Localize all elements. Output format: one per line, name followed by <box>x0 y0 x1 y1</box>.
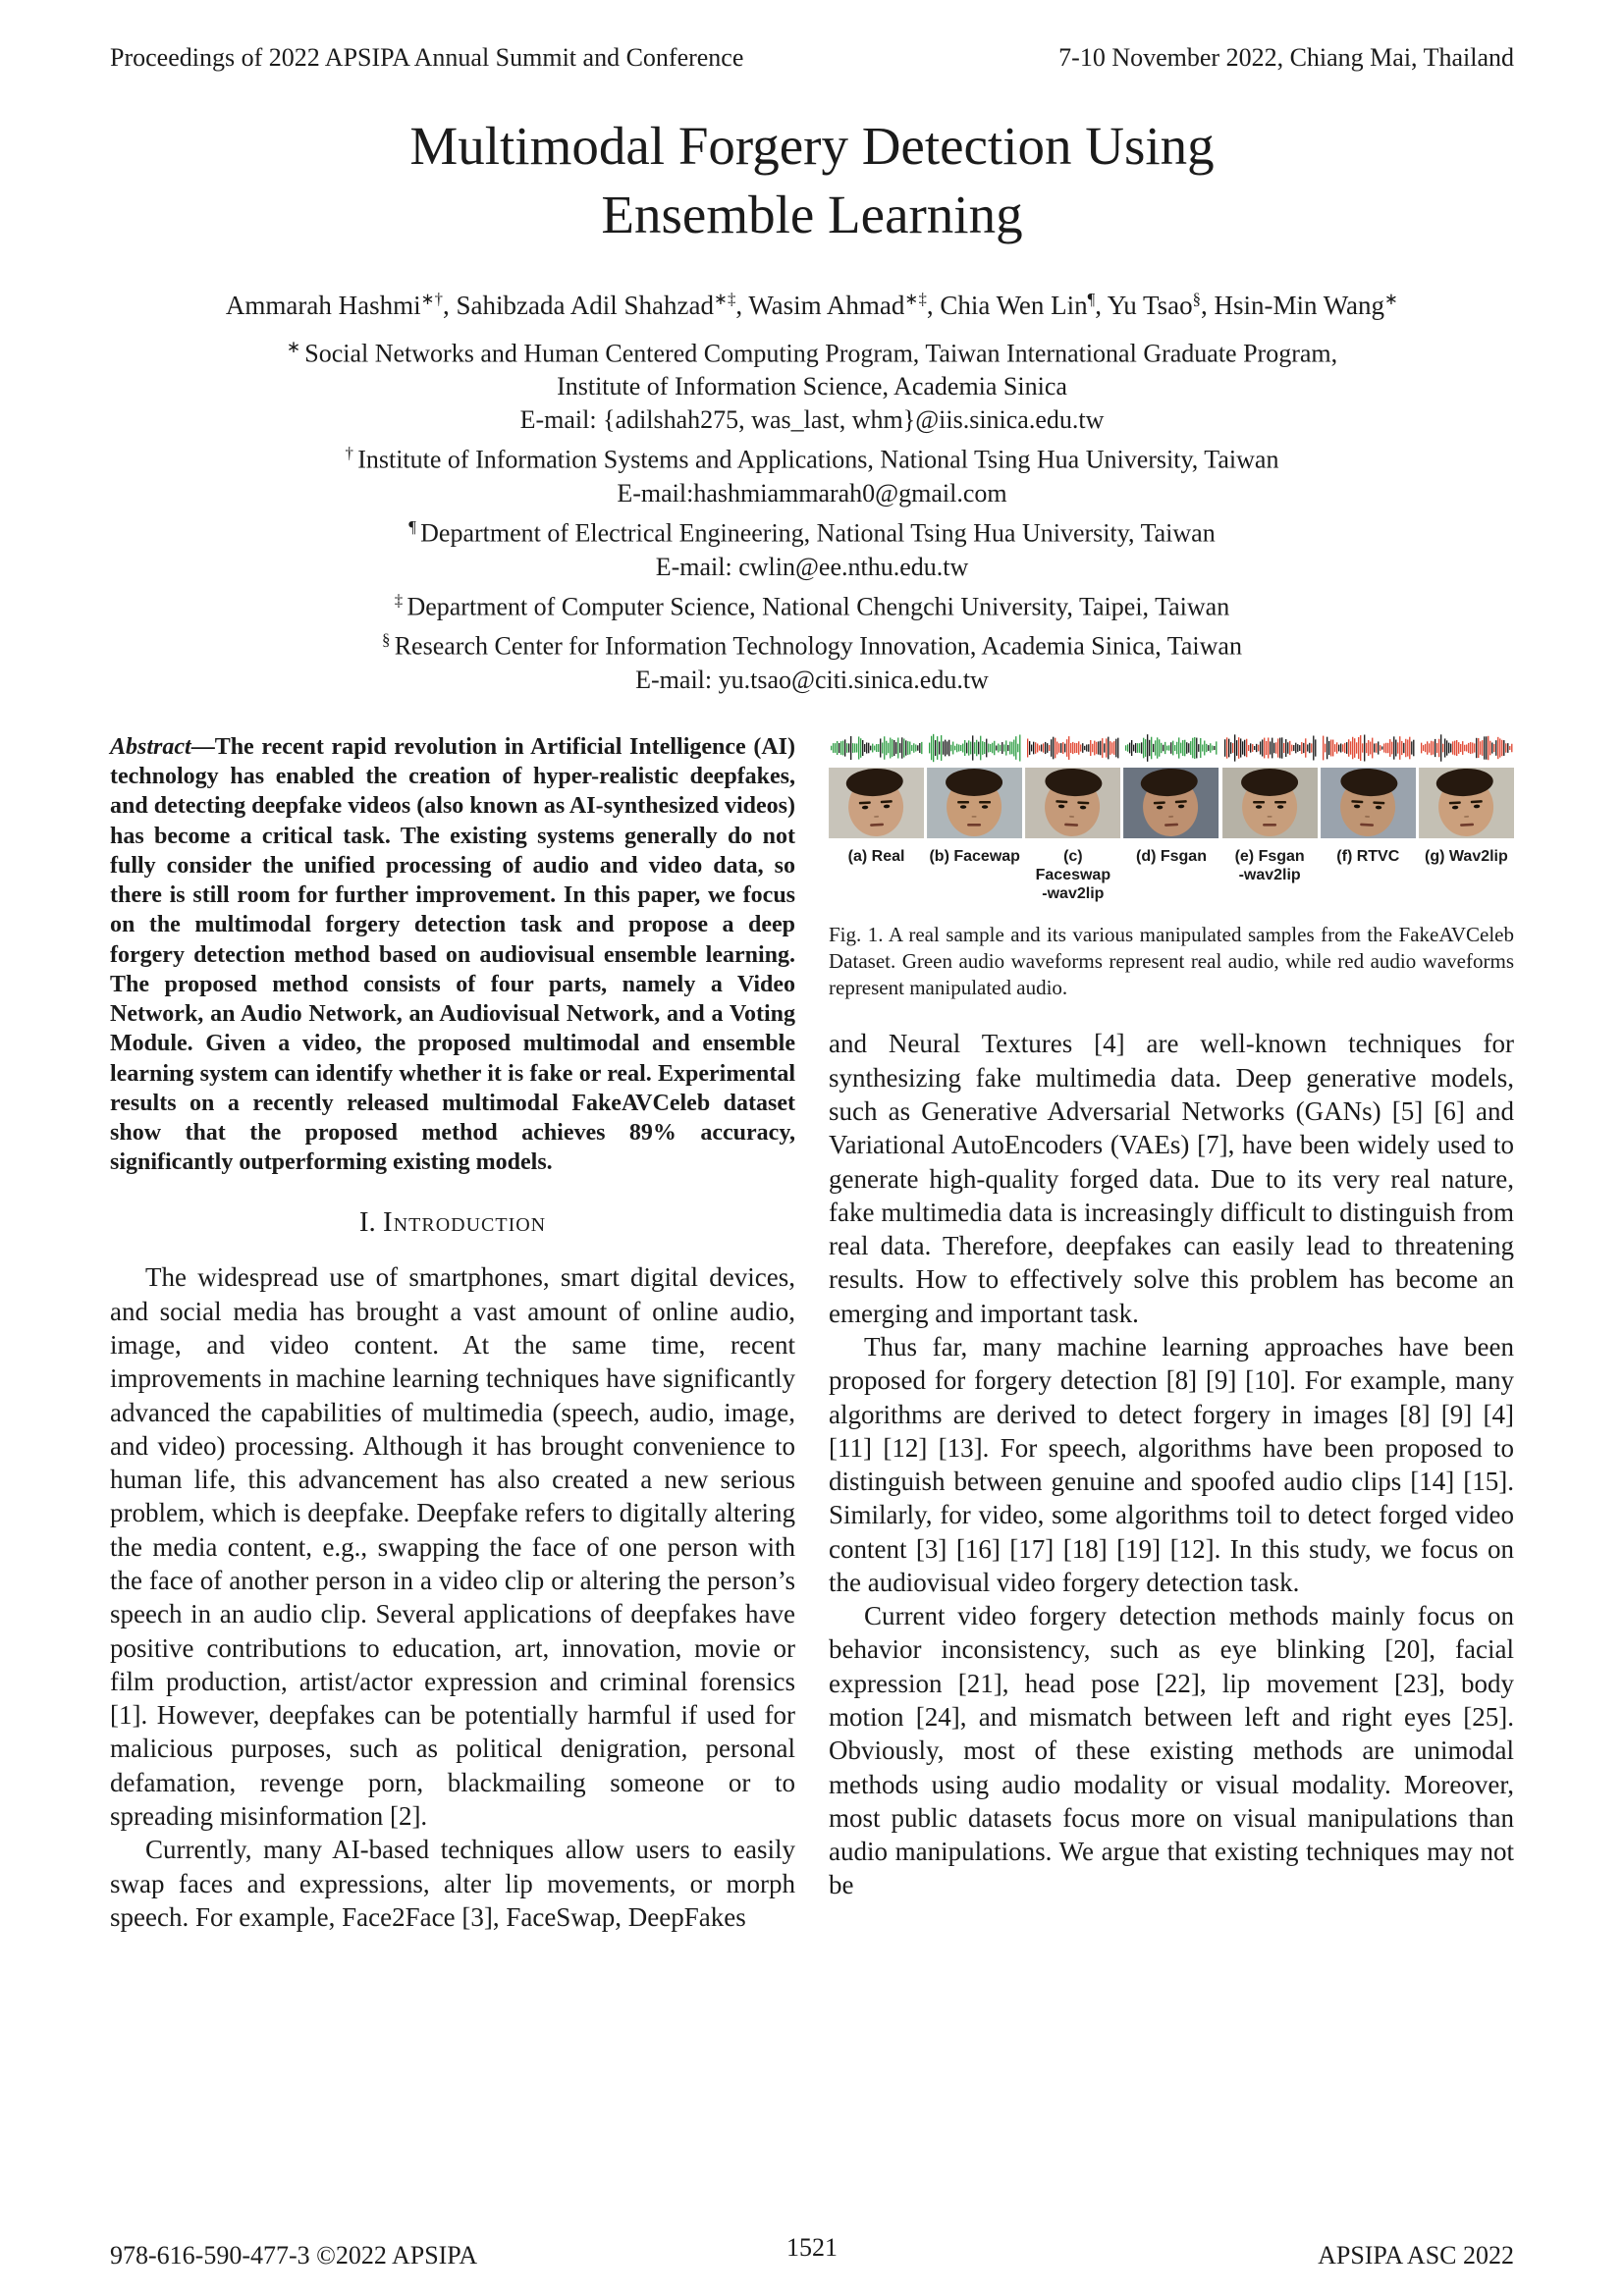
figure-panel <box>1419 732 1514 904</box>
figure-panels <box>829 732 1514 904</box>
author-affil-marks: ∗‡ <box>713 289 736 308</box>
affiliation-line: † Institute of Information Systems and Applications, National Tsing Hua University, Taiwan <box>345 444 1279 474</box>
section-number: I. <box>358 1206 376 1239</box>
abstract <box>110 732 795 1178</box>
abstract-label: Abstract <box>110 733 191 760</box>
waveform-image <box>1025 732 1120 764</box>
affiliation-line: ¶ Department of Electrical Engineering, National Tsing Hua University, Taiwan <box>408 517 1216 548</box>
affiliation-mark: § <box>382 630 395 650</box>
author-name: Wasim Ahmad∗‡ <box>748 289 927 320</box>
author-affil-marks: ∗† <box>420 289 444 308</box>
panel-label <box>1123 847 1218 886</box>
panel-label-line: (a) Real <box>847 847 905 865</box>
panel-label-line: (e) Fsgan <box>1234 847 1305 865</box>
author-name: Ammarah Hashmi∗† <box>225 289 444 320</box>
right-column <box>829 732 1514 1934</box>
waveform-image <box>829 732 924 764</box>
affiliation-mark: † <box>345 444 358 463</box>
page-footer <box>110 2233 1514 2270</box>
author-line: Ammarah Hashmi∗†, Sahibzada Adil Shahzad∗‡, Wasim Ahmad∗‡, Chia Wen Lin¶, Yu Tsao§, Hsin-Min Wang∗ <box>225 289 1399 320</box>
face-image <box>927 768 1022 838</box>
right-paragraphs <box>829 1027 1514 1901</box>
figure-panel <box>1222 732 1318 904</box>
figure-caption-label: Fig. 1. <box>829 922 884 946</box>
header-venue-date: 7-10 November 2022, Chiang Mai, Thailand <box>1058 43 1514 72</box>
paragraph: The widespread use of smartphones, smart digital devices, and social media has brought a vast amount of online audio, image, and video content. At the same time, recent improvements in machine learning techniques have significantly advanced the capabilities of multimedia (speech, audio, image, and video) processing. Although it has brought convenience to human life, this advancement has also created a new serious problem, which is deepfake. Deepfake refers to digitally altering the media content, e.g., swapping the face of one person with the face of another person in a video clip or altering the person’s speech in an audio clip. Several applications of deepfakes have positive contributions to education, art, innovation, movie or film production, artist/actor expression and criminal forensics [1]. However, deepfakes can be potentially harmful if used for malicious purposes, such as political denigration, personal defamation, revenge porn, blackmailing someone or to spreading misinformation [2]. <box>110 1262 795 1831</box>
panel-label <box>1025 847 1120 904</box>
paper-title-line-2: Ensemble Learning <box>601 184 1023 244</box>
paragraph: and Neural Textures [4] are well-known techniques for synthesizing fake multimedia data. Deep generative models, such as Generative Adversarial Networks (GANs) [5] [6] and Variational AutoEncoders (VAEs) [7], have been widely used to generate high-quality forged data. Due to its very real nature, fake multimedia data is increasingly difficult to distinguish from real data. Therefore, deepfakes can easily lead to threatening results. How to effectively solve this problem has become an emerging and important task. <box>829 1029 1514 1328</box>
figure-1 <box>829 732 1514 1001</box>
panel-label-line: (c) Faceswap <box>1035 847 1111 884</box>
author-name: Hsin-Min Wang∗ <box>1214 289 1399 320</box>
affiliation-line: E-mail: {adilshah275, was_last, whm}@iis.sinica.edu.tw <box>519 405 1105 435</box>
figure-panel <box>829 732 924 904</box>
waveform-image <box>1321 732 1416 764</box>
panel-label-line: (b) Facewap <box>929 847 1020 865</box>
panel-label <box>1419 847 1514 886</box>
panel-label <box>1321 847 1416 886</box>
waveform-image <box>927 732 1022 764</box>
figure-panel <box>1321 732 1416 904</box>
panel-label <box>829 847 924 886</box>
figure-caption-text: A real sample and its various manipulated samples from the FakeAVCeleb Dataset. Green audio waveforms represent real audio, while red audio waveforms represent manipulated audio. <box>829 922 1514 1000</box>
affiliations <box>110 331 1514 697</box>
author-affil-marks: ¶ <box>1087 289 1096 308</box>
affiliation-line: E-mail: yu.tsao@citi.sinica.edu.tw <box>635 665 989 694</box>
affiliation-line: § Research Center for Information Technology Innovation, Academia Sinica, Taiwan <box>382 630 1242 661</box>
affiliation-mark: ¶ <box>408 517 421 536</box>
page-header <box>110 43 1514 73</box>
header-proceedings: Proceedings of 2022 APSIPA Annual Summit and Conference <box>110 43 744 72</box>
affiliation-line: E-mail: cwlin@ee.nthu.edu.tw <box>655 552 969 581</box>
author-affil-marks: § <box>1192 289 1201 308</box>
paper-title <box>110 112 1514 249</box>
intro-paragraphs <box>110 1260 795 1934</box>
face-image <box>1222 768 1318 838</box>
figure-caption <box>829 922 1514 1002</box>
panel-label-line: (g) Wav2lip <box>1425 847 1508 865</box>
figure-panel <box>1123 732 1218 904</box>
affiliation-mark: ∗ <box>286 337 305 356</box>
face-image <box>1419 768 1514 838</box>
face-image <box>829 768 924 838</box>
panel-label <box>927 847 1022 886</box>
panel-label-line: -wav2lip <box>1238 867 1301 884</box>
panel-label-line: (f) RTVC <box>1336 847 1400 865</box>
affiliation-mark: ‡ <box>394 590 407 610</box>
page-number: 1521 <box>786 2233 838 2262</box>
footer-conference: APSIPA ASC 2022 <box>1318 2241 1514 2269</box>
left-column <box>110 732 795 1934</box>
section-heading-introduction <box>110 1206 795 1239</box>
footer-isbn: 978-616-590-477-3 ©2022 APSIPA <box>110 2241 478 2269</box>
author-affil-marks: ∗ <box>1384 289 1399 308</box>
affiliation-line: E-mail:hashmiammarah0@gmail.com <box>617 479 1007 507</box>
paragraph: Current video forgery detection methods mainly focus on behavior inconsistency, such as eye blinking [20], facial expression [21], head pose [22], lip movement [23], body motion [24], and mismatch between left and right eyes [25]. Obviously, most of these existing methods are unimodal methods using audio modality or visual modality. Moreover, most public datasets focus more on visual manipulations than audio manipulations. We argue that existing techniques may not be <box>829 1601 1514 1900</box>
section-title: Introduction <box>383 1206 547 1239</box>
face-image <box>1123 768 1218 838</box>
paragraph: Thus far, many machine learning approaches have been proposed for forgery detection [8] [9] [10]. For example, many algorithms are derived to detect forgery in images [8] [9] [4] [11] [12] [13]. For speech, algorithms have been proposed to distinguish between genuine and spoofed audio clips [14] [15]. Similarly, for video, some algorithms toil to detect forged video content [3] [16] [17] [18] [19] [12]. In this study, we focus on the audiovisual video forgery detection task. <box>829 1331 1514 1597</box>
affiliation-line: ‡ Department of Computer Science, National Chengchi University, Taipei, Taiwan <box>394 590 1230 621</box>
waveform-image <box>1222 732 1318 764</box>
author-name: Yu Tsao§ <box>1107 289 1201 320</box>
panel-label <box>1222 847 1318 886</box>
waveform-image <box>1419 732 1514 764</box>
panel-label-line: (d) Fsgan <box>1135 847 1207 865</box>
affiliation-line: Institute of Information Science, Academia Sinica <box>557 372 1067 401</box>
face-image <box>1321 768 1416 838</box>
face-image <box>1025 768 1120 838</box>
paragraph: Currently, many AI-based techniques allow users to easily swap faces and expressions, alter lip movements, or morph speech. For example, Face2Face [3], FaceSwap, DeepFakes <box>110 1835 795 1932</box>
two-column-body <box>110 732 1514 1934</box>
panel-label-line: -wav2lip <box>1042 885 1105 903</box>
abstract-text: —The recent rapid revolution in Artificial Intelligence (AI) technology has enabled the creation of hyper-realistic deepfakes, and detecting deepfake videos (also known as AI-synthesized videos) has become a critical task. The existing systems generally do not fully consider the unified processing of audio and video data, so there is still room for further improvement. In this paper, we focus on the multimodal forgery detection task and propose a deep forgery detection method based on audiovisual ensemble learning. The proposed method consists of four parts, namely a Video Network, an Audio Network, an Audiovisual Network, and a Voting Module. Given a video, the proposed multimodal and ensemble learning system can identify whether it is fake or real. Experimental results on a recently released multimodal FakeAVCeleb dataset show that the proposed method achieves 89% accuracy, significantly outperforming existing models. <box>110 733 795 1176</box>
author-name: Chia Wen Lin¶ <box>940 289 1096 320</box>
paper-title-line-1: Multimodal Forgery Detection Using <box>409 116 1215 176</box>
author-affil-marks: ∗‡ <box>904 289 927 308</box>
figure-panel <box>1025 732 1120 904</box>
waveform-image <box>1123 732 1218 764</box>
affiliation-line: ∗ Social Networks and Human Centered Computing Program, Taiwan International Graduate Program, <box>286 337 1338 368</box>
figure-panel <box>927 732 1022 904</box>
author-name: Sahibzada Adil Shahzad∗‡ <box>456 289 736 320</box>
